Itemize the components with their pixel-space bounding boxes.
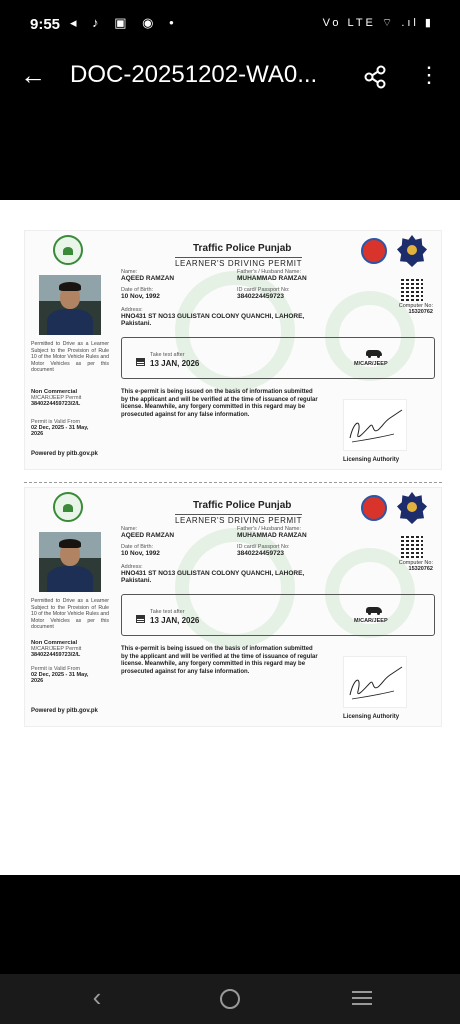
permit-number: 3840224459723/2/L xyxy=(31,401,81,407)
father-label: Father's / Husband Name: xyxy=(237,269,302,275)
document-title: DOC-20251202-WA0... xyxy=(70,61,318,88)
test-date-box xyxy=(121,594,435,636)
address-label: Address: xyxy=(121,307,143,313)
system-icons: Vo LTE ⌔ .ıl ▮ xyxy=(322,17,434,29)
name-value: AQEED RAMZAN xyxy=(121,532,175,539)
address-label: Address: xyxy=(121,564,143,570)
valid-range: 02 Dec, 2025 - 31 May, xyxy=(31,425,89,431)
nav-recents-icon[interactable] xyxy=(352,991,372,1007)
share-icon[interactable] xyxy=(360,62,390,92)
name-label: Name: xyxy=(121,526,138,532)
authority-label: Licensing Authority xyxy=(343,714,400,720)
back-arrow-icon[interactable]: ← xyxy=(20,60,46,90)
system-nav-bar xyxy=(0,974,460,1024)
name-label: Name: xyxy=(121,269,138,275)
qr-code xyxy=(401,536,423,558)
cut-line xyxy=(24,482,442,483)
test-label: Take test after xyxy=(150,609,185,615)
nav-back-icon[interactable]: ‹ xyxy=(92,982,102,1012)
notice-text: This e-permit is being issued on the basis of information submitted by the applicant and will be verified at the time of issuance of regular license. Meanwhile, any forgery committed in this regard may be prosecuted against for any false information. xyxy=(121,389,318,418)
permit-class: M/CAR/JEEP Permit xyxy=(31,395,82,401)
computer-no-label: Computer No: xyxy=(398,560,433,566)
vehicle-category: M/CAR/JEEP xyxy=(354,618,388,624)
computer-no-value: 15320762 xyxy=(408,309,433,315)
address-line-1: HNO431 ST NO13 GULISTAN COLONY QUANCHI, LAHORE, xyxy=(121,570,305,577)
authority-label: Licensing Authority xyxy=(343,457,400,463)
signature xyxy=(343,399,407,451)
traffic-police-logo-icon xyxy=(361,495,387,521)
vehicle-category: M/CAR/JEEP xyxy=(354,361,388,367)
id-value: 3840224459723 xyxy=(237,293,284,300)
signature xyxy=(343,656,407,708)
father-value: MUHAMMAD RAMZAN xyxy=(237,275,307,282)
punjab-police-badge-icon xyxy=(397,492,427,524)
applicant-photo xyxy=(39,532,101,592)
permit-subtitle: LEARNER'S DRIVING PERMIT xyxy=(175,259,303,268)
test-label: Take test after xyxy=(150,352,185,358)
permit-card-1 xyxy=(24,230,442,470)
punjab-govt-logo-icon xyxy=(53,235,83,265)
dob-label: Date of Birth: xyxy=(121,544,154,550)
valid-range-end: 2026 xyxy=(31,678,44,684)
name-value: AQEED RAMZAN xyxy=(121,275,175,282)
permit-type: Non Commercial xyxy=(31,389,78,395)
address-line-1: HNO431 ST NO13 GULISTAN COLONY QUANCHI, LAHORE, xyxy=(121,313,305,320)
notification-icons: ◂ ♪ ▣ ◉ • xyxy=(70,15,180,30)
dob-label: Date of Birth: xyxy=(121,287,154,293)
id-label: ID card/ Passport No: xyxy=(237,287,290,293)
permit-title: Traffic Police Punjab xyxy=(193,243,292,254)
dob-value: 10 Nov, 1992 xyxy=(121,293,160,300)
punjab-govt-logo-icon xyxy=(53,492,83,522)
address-line-2: Pakistani. xyxy=(121,320,152,327)
permit-subtitle: LEARNER'S DRIVING PERMIT xyxy=(175,516,303,525)
id-value: 3840224459723 xyxy=(237,550,284,557)
traffic-police-logo-icon xyxy=(361,238,387,264)
permit-number: 3840224459723/2/L xyxy=(31,652,81,658)
permitted-note: Permitted to Drive as a Learner Subject to the Provision of Rule 10 of the Motor Vehicle Rules and Motor Vehicles as per this document xyxy=(31,341,109,373)
address-line-2: Pakistani. xyxy=(121,577,152,584)
calendar-icon xyxy=(136,358,145,366)
app-bar xyxy=(0,52,460,102)
document-page[interactable] xyxy=(0,200,460,875)
more-vert-icon[interactable]: ⋮ xyxy=(418,62,440,87)
nav-home-icon[interactable] xyxy=(220,989,240,1009)
father-value: MUHAMMAD RAMZAN xyxy=(237,532,307,539)
powered-by: Powered by pitb.gov.pk xyxy=(31,708,98,714)
permitted-note: Permitted to Drive as a Learner Subject to the Provision of Rule 10 of the Motor Vehicle Rules and Motor Vehicles as per this document xyxy=(31,598,109,630)
calendar-icon xyxy=(136,615,145,623)
test-date: 13 JAN, 2026 xyxy=(150,359,200,368)
computer-no-value: 15320762 xyxy=(408,566,433,572)
valid-range: 02 Dec, 2025 - 31 May, xyxy=(31,672,89,678)
test-date: 13 JAN, 2026 xyxy=(150,616,200,625)
notice-text: This e-permit is being issued on the basis of information submitted by the applicant and will be verified at the time of issuance of regular license. Meanwhile, any forgery committed in this regard may be prosecuted against for any false information. xyxy=(121,646,318,675)
test-date-box xyxy=(121,337,435,379)
valid-range-end: 2026 xyxy=(31,431,44,437)
id-label: ID card/ Passport No: xyxy=(237,544,290,550)
punjab-police-badge-icon xyxy=(397,235,427,267)
dob-value: 10 Nov, 1992 xyxy=(121,550,160,557)
status-bar xyxy=(0,0,460,52)
applicant-photo xyxy=(39,275,101,335)
permit-type: Non Commercial xyxy=(31,640,78,646)
valid-label: Permit is Valid From xyxy=(31,666,81,672)
father-label: Father's / Husband Name: xyxy=(237,526,302,532)
permit-title: Traffic Police Punjab xyxy=(193,500,292,511)
status-time: 9:55 xyxy=(30,16,61,33)
qr-code xyxy=(401,279,423,301)
valid-label: Permit is Valid From xyxy=(31,419,81,425)
permit-class: M/CAR/JEEP Permit xyxy=(31,646,82,652)
powered-by: Powered by pitb.gov.pk xyxy=(31,451,98,457)
permit-card-2 xyxy=(24,487,442,727)
car-icon xyxy=(366,607,382,613)
car-icon xyxy=(366,350,382,356)
computer-no-label: Computer No: xyxy=(398,303,433,309)
